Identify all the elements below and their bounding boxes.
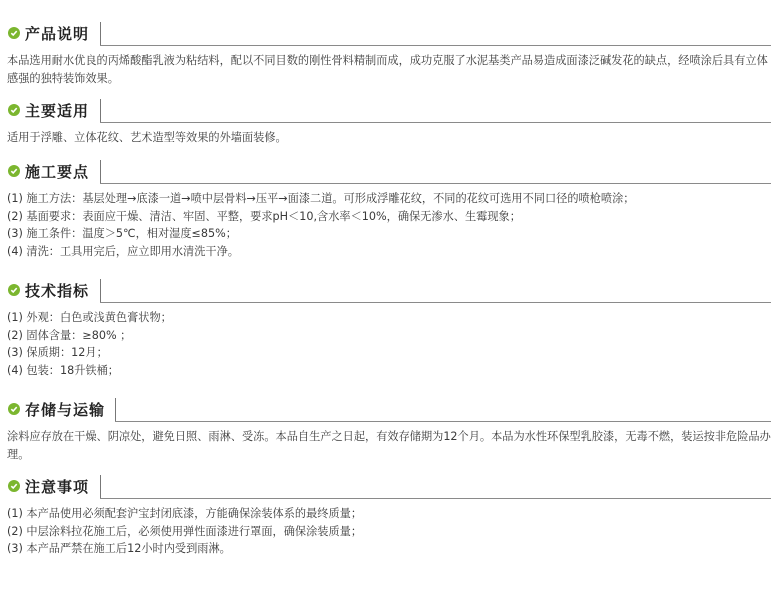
heading-divider [100,279,101,302]
section-heading [0,20,777,46]
heading-divider [100,99,101,122]
list-item: (2) 基面要求：表面应干燥、清洁、牢固、平整，要求pH＜10,含水率＜10%，确保无渗水、生霉现象； [7,209,521,223]
section-heading [0,97,777,123]
section-title: 存储与运输 [25,400,106,419]
heading-divider [100,160,101,183]
list-item: (4) 清洗：工具用完后，应立即用水清洗干净。 [7,244,239,258]
check-circle-icon [8,165,20,177]
section-precautions [0,473,777,558]
heading-rule [100,498,771,499]
check-circle-icon [8,284,20,296]
section-body [0,499,777,558]
list-item: (2) 中层涂料拉花施工后，必须使用弹性面漆进行罩面，确保涂装质量； [7,524,363,538]
check-circle-icon [8,403,20,415]
paragraph: 涂料应存放在干燥、阴凉处，避免日照、雨淋、受冻。本品自生产之日起，有效存储期为12个月。本品为水性环保型乳胶漆，无毒不燃，装运按非危险品办理。 [7,430,771,461]
list-item: (2) 固体含量：≥80% ； [7,328,132,342]
section-heading [0,396,777,422]
section-body [0,303,777,379]
heading-rule [100,122,771,123]
section-heading [0,473,777,499]
section-body [0,422,777,463]
check-circle-icon [8,27,20,39]
section-construction-points [0,158,777,260]
paragraph: 适用于浮雕、立体花纹、艺术造型等效果的外墙面装修。 [7,131,287,144]
section-product-description [0,20,777,87]
list-item: (4) 包装：18升铁桶； [7,363,119,377]
section-title: 主要适用 [25,101,90,120]
section-title: 产品说明 [25,24,90,43]
list-item: (3) 施工条件：温度＞5℃，相对湿度≤85%； [7,227,237,240]
heading-rule [100,45,771,46]
list-item: (1) 施工方法：基层处理→底漆一道→喷中层骨料→压平→面漆二道。可形成浮雕花纹，不同的花纹可选用不同口径的喷枪喷涂； [7,192,635,205]
section-body [0,123,777,147]
paragraph: 本品选用耐水优良的丙烯酸酯乳液为粘结料，配以不同目数的刚性骨料精制而成，成功克服了水泥基类产品易造成面漆泛碱发花的缺点，经喷涂后具有立体感强的独特装饰效果。 [7,54,768,85]
list-item: (1) 外观：白色或浅黄色膏状物； [7,311,172,324]
check-circle-icon [8,104,20,116]
check-circle-icon [8,480,20,492]
section-storage-transport [0,396,777,463]
heading-rule [100,183,771,184]
heading-rule [100,302,771,303]
heading-rule [115,421,771,422]
section-title: 注意事项 [25,477,90,496]
section-technical-specs [0,277,777,379]
section-body [0,46,777,87]
heading-divider [100,22,101,45]
list-item: (3) 保质期：12月； [7,346,108,359]
list-item: (1) 本产品使用必须配套沪宝封闭底漆，方能确保涂装体系的最终质量； [7,507,363,520]
section-body [0,184,777,260]
heading-divider [100,475,101,498]
section-title: 施工要点 [25,162,90,181]
list-item: (3) 本产品严禁在施工后12小时内受到雨淋。 [7,542,231,555]
section-heading [0,158,777,184]
section-heading [0,277,777,303]
section-main-applications [0,97,777,147]
section-title: 技术指标 [25,281,90,300]
heading-divider [115,398,116,421]
